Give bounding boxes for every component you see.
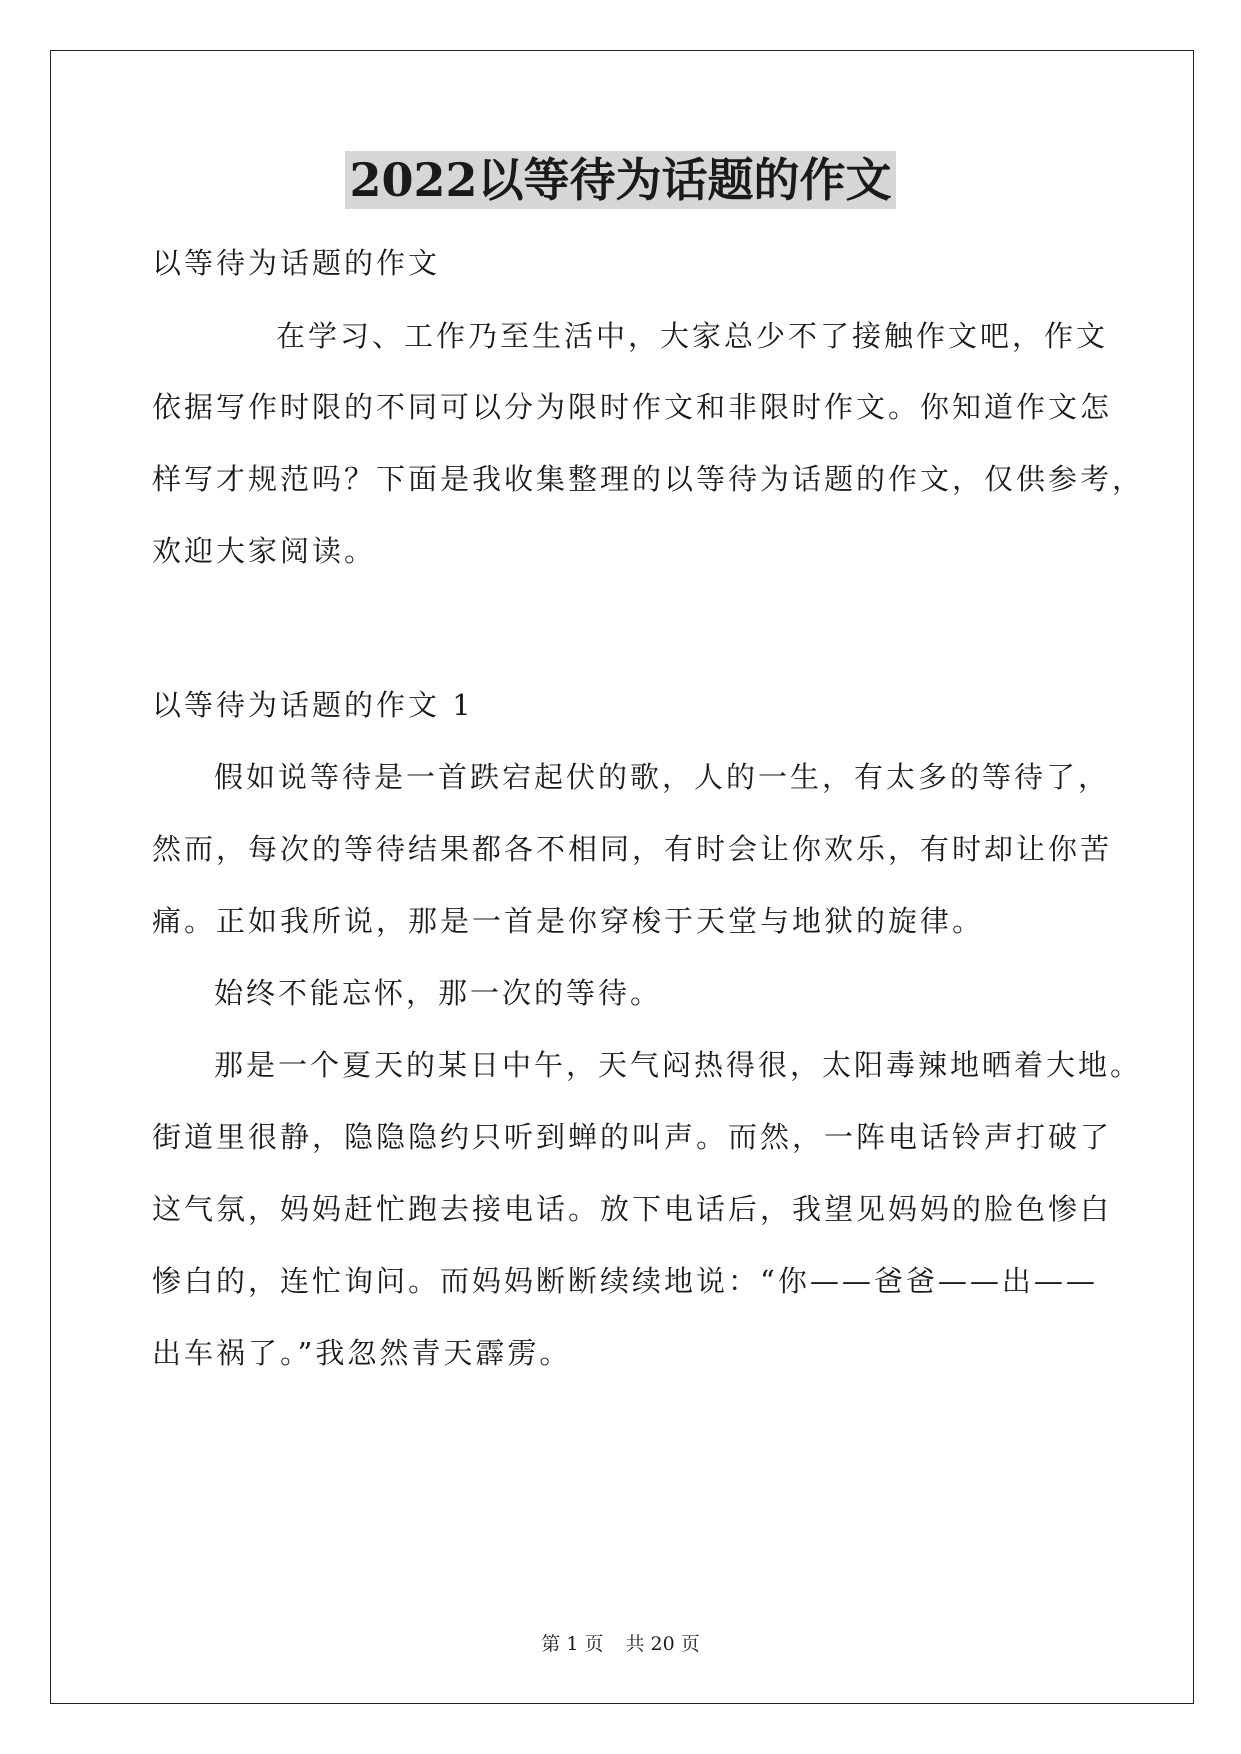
page-number: 第 1 页 [541,1633,604,1655]
paragraph-line: 依据写作时限的不同可以分为限时作文和非限时作文。你知道作文怎 [152,390,1113,424]
paragraph-line: 在学习、工作乃至生活中，大家总少不了接触作文吧，作文 [276,319,1109,353]
page-border [50,50,1194,1704]
paragraph-line: 出车祸了。”我忽然青天霹雳。 [152,1336,572,1370]
paragraph-line: 然而，每次的等待结果都各不相同，有时会让你欢乐，有时却让你苦 [152,832,1113,866]
document-title [0,150,1241,210]
paragraph-line: 那是一个夏天的某日中午，天气闷热得很，太阳毒辣地晒着大地。 [214,1048,1143,1082]
title-text: 2022以等待为话题的作文 [345,151,895,209]
page-footer [0,1632,1241,1656]
paragraph-line: 欢迎大家阅读。 [152,534,377,568]
paragraph-line: 这气氛，妈妈赶忙跑去接电话。放下电话后，我望见妈妈的脸色惨白 [152,1192,1113,1226]
paragraph-line: 始终不能忘怀，那一次的等待。 [214,976,663,1010]
paragraph-line: 惨白的，连忙询问。而妈妈断断续续地说：“你——爸爸——出—— [152,1264,1098,1298]
paragraph-line: 样写才规范吗？下面是我收集整理的以等待为话题的作文，仅供参考， [152,462,1145,496]
subtitle-line: 以等待为话题的作文 [152,246,441,280]
paragraph-line: 痛。正如我所说，那是一首是你穿梭于天堂与地狱的旋律。 [152,904,985,938]
paragraph-line: 街道里很静，隐隐隐约只听到蝉的叫声。而然，一阵电话铃声打破了 [152,1120,1113,1154]
page-total: 共 20 页 [625,1633,700,1655]
paragraph-line: 假如说等待是一首跌宕起伏的歌，人的一生，有太多的等待了， [214,760,1111,794]
section-heading: 以等待为话题的作文 1 [152,688,474,722]
